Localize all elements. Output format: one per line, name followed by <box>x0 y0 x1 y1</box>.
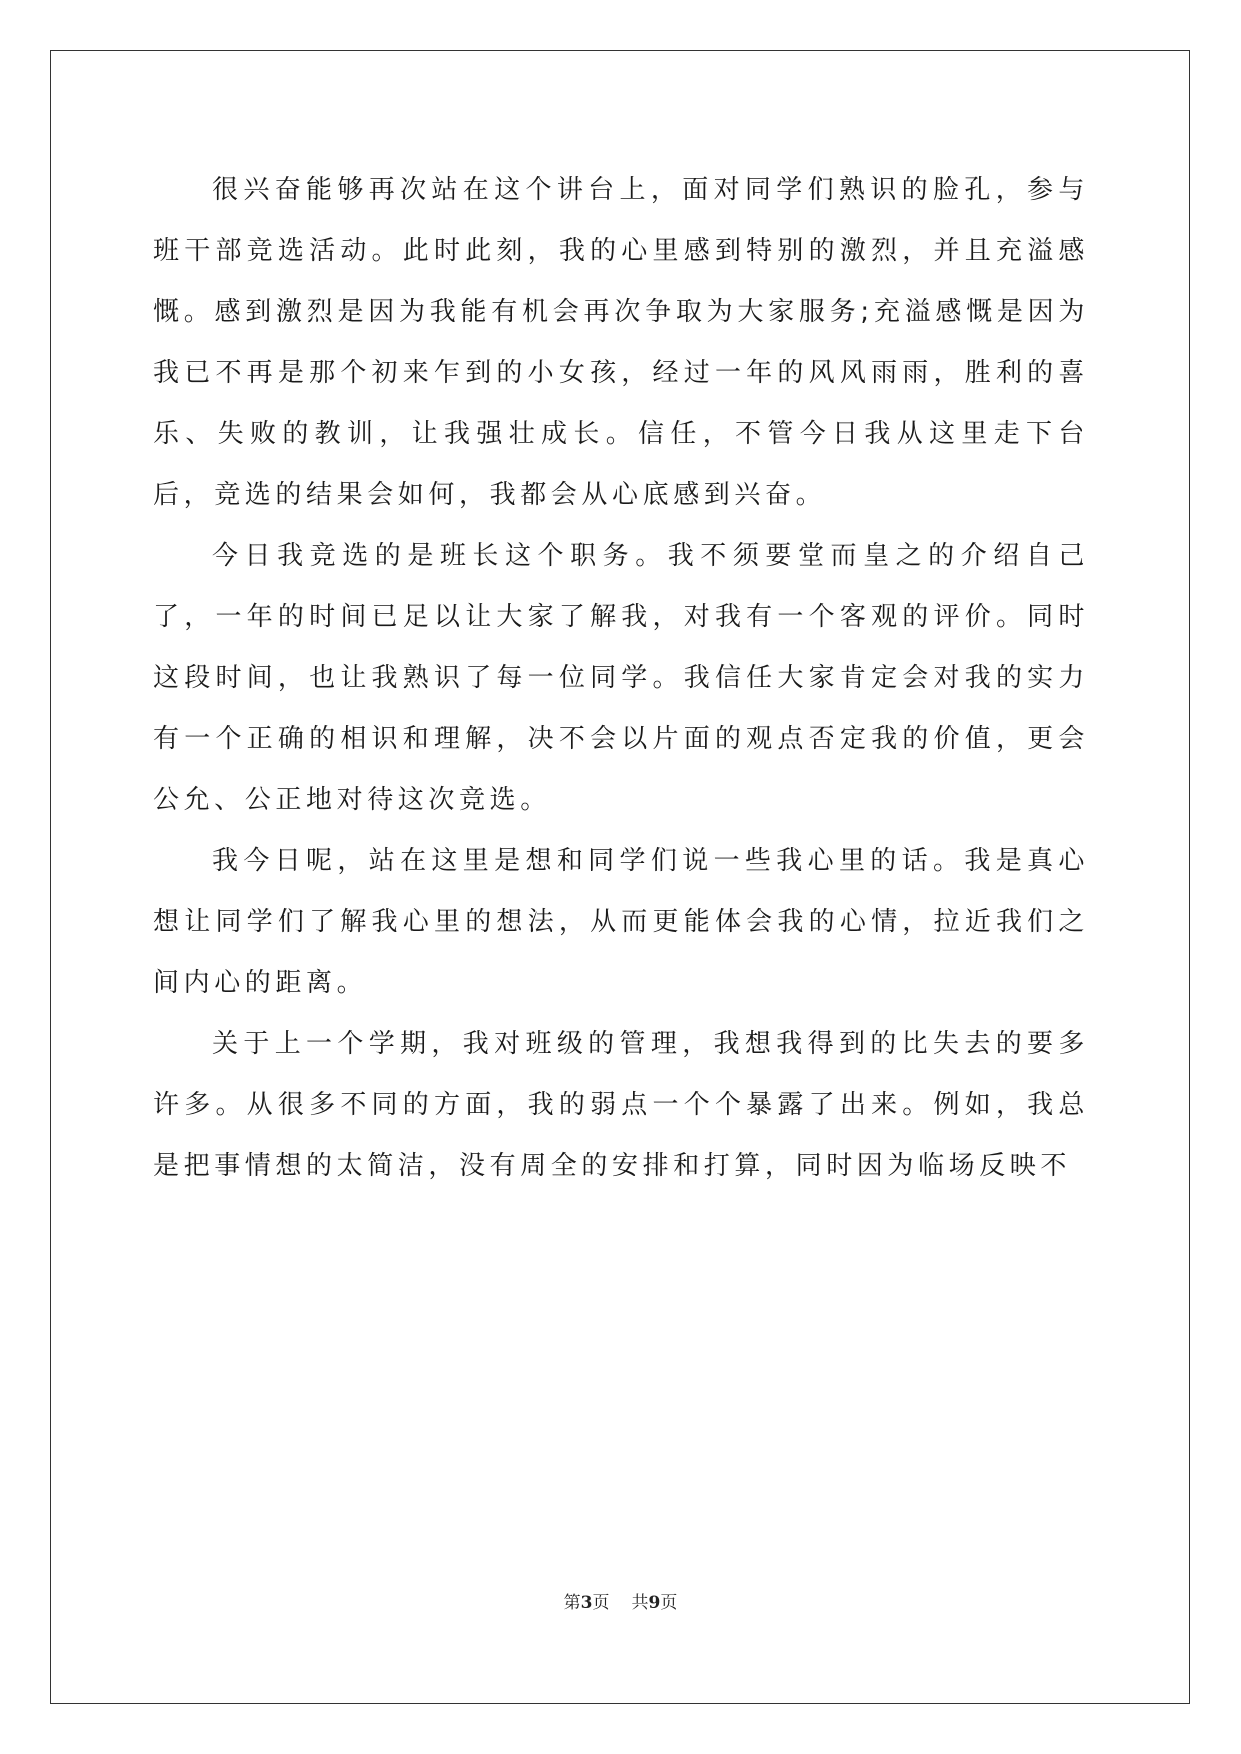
current-page-number: 3 <box>580 1593 593 1613</box>
document-body <box>153 160 1089 1197</box>
paragraph-1: 很兴奋能够再次站在这个讲台上，面对同学们熟识的脸孔，参与班干部竞选活动。此时此刻，我的心里感到特别的激烈，并且充溢感慨。感到激烈是因为我能有机会再次争取为大家服务;充溢感慨是因为我已不再是那个初来乍到的小女孩，经过一年的风风雨雨，胜利的喜乐、失败的教训，让我强壮成长。信任，不管今日我从这里走下台后，竞选的结果会如何，我都会从心底感到兴奋。 <box>153 175 1089 510</box>
total-page-number: 9 <box>648 1593 661 1613</box>
total-prefix: 共 <box>631 1593 649 1613</box>
paragraph-2: 今日我竞选的是班长这个职务。我不须要堂而皇之的介绍自己了，一年的时间已足以让大家了解我，对我有一个客观的评价。同时这段时间，也让我熟识了每一位同学。我信任大家肯定会对我的实力有一个正确的相识和理解，决不会以片面的观点否定我的价值，更会公允、公正地对待这次竞选。 <box>153 541 1089 815</box>
page-unit: 页 <box>592 1593 610 1613</box>
page-footer <box>0 1588 1241 1613</box>
page-prefix: 第 <box>563 1593 581 1613</box>
total-unit: 页 <box>660 1593 678 1613</box>
paragraph-3: 我今日呢，站在这里是想和同学们说一些我心里的话。我是真心想让同学们了解我心里的想法，从而更能体会我的心情，拉近我们之间内心的距离。 <box>153 846 1089 998</box>
paragraph-4: 关于上一个学期，我对班级的管理，我想我得到的比失去的要多许多。从很多不同的方面，我的弱点一个个暴露了出来。例如，我总是把事情想的太简洁，没有周全的安排和打算，同时因为临场反映不 <box>153 1029 1089 1181</box>
